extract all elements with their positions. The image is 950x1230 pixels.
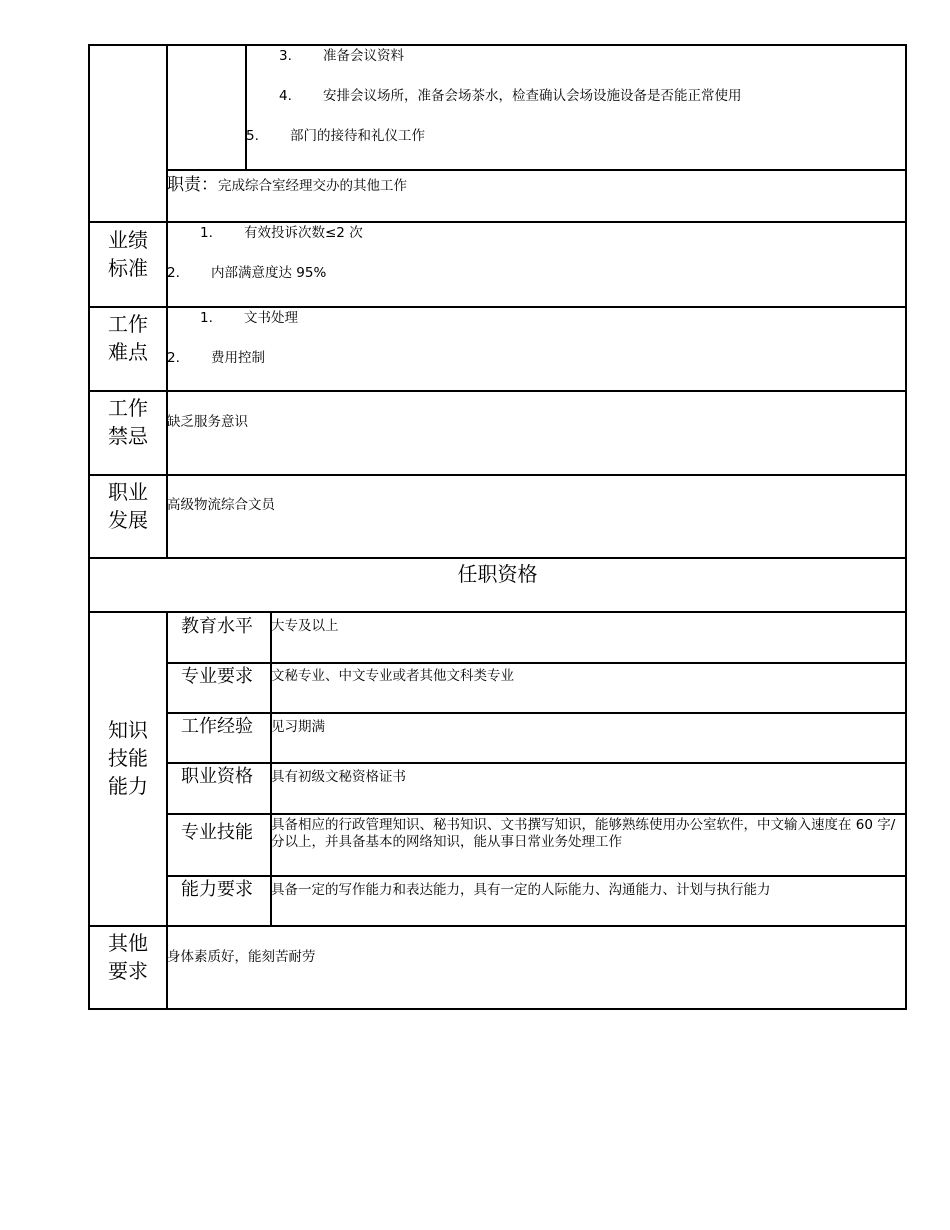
performance-item: 2. 内部满意度达 95% bbox=[167, 265, 327, 281]
qualification-row-value: 具备相应的行政管理知识、秘书知识、文书撰写知识，能够熟练使用办公室软件，中文输入速度在 60 字/分以上，并具备基本的网络知识，能从事日常业务处理工作 bbox=[271, 817, 896, 850]
qualification-row-label: 职业资格 bbox=[181, 766, 253, 787]
performance-item: 1. 有效投诉次数≤2 次 bbox=[200, 225, 363, 241]
qualification-row-label: 专业要求 bbox=[181, 666, 253, 687]
other-label: 其他要求 bbox=[108, 931, 148, 983]
qualification-row-value: 具备一定的写作能力和表达能力，具有一定的人际能力、沟通能力、计划与执行能力 bbox=[271, 882, 771, 898]
difficulty-item: 2. 费用控制 bbox=[167, 350, 265, 366]
qualification-row-value: 大专及以上 bbox=[271, 618, 339, 634]
qualification-row-value: 文秘专业、中文专业或者其他文科类专业 bbox=[271, 668, 514, 684]
qualification-row-label: 工作经验 bbox=[181, 716, 253, 737]
difficulty-label: 工作难点 bbox=[108, 312, 148, 364]
taboo-label: 工作禁忌 bbox=[108, 396, 148, 448]
duty-item: 4. 安排会议场所，准备会场茶水，检查确认会场设施设备是否能正常使用 bbox=[279, 88, 742, 104]
taboo-text: 缺乏服务意识 bbox=[167, 414, 248, 430]
duty-item: 3. 准备会议资料 bbox=[279, 48, 404, 64]
qualification-row-value: 见习期满 bbox=[271, 719, 325, 735]
career-label: 职业发展 bbox=[108, 480, 148, 532]
performance-label: 业绩标准 bbox=[108, 228, 148, 280]
qualification-group-label: 知识技能能力 bbox=[108, 718, 148, 798]
duty-other: 职责：完成综合室经理交办的其他工作 bbox=[167, 175, 407, 195]
duty-item: 5. 部门的接待和礼仪工作 bbox=[246, 128, 425, 144]
other-text: 身体素质好，能刻苦耐劳 bbox=[167, 949, 316, 965]
qualification-row-label: 专业技能 bbox=[181, 822, 253, 843]
career-text: 高级物流综合文员 bbox=[167, 497, 275, 513]
qualification-row-label: 教育水平 bbox=[181, 616, 253, 637]
qualification-row-label: 能力要求 bbox=[181, 879, 253, 900]
qualification-row-value: 具有初级文秘资格证书 bbox=[271, 769, 406, 785]
difficulty-item: 1. 文书处理 bbox=[200, 310, 298, 326]
qualification-title: 任职资格 bbox=[457, 562, 538, 586]
